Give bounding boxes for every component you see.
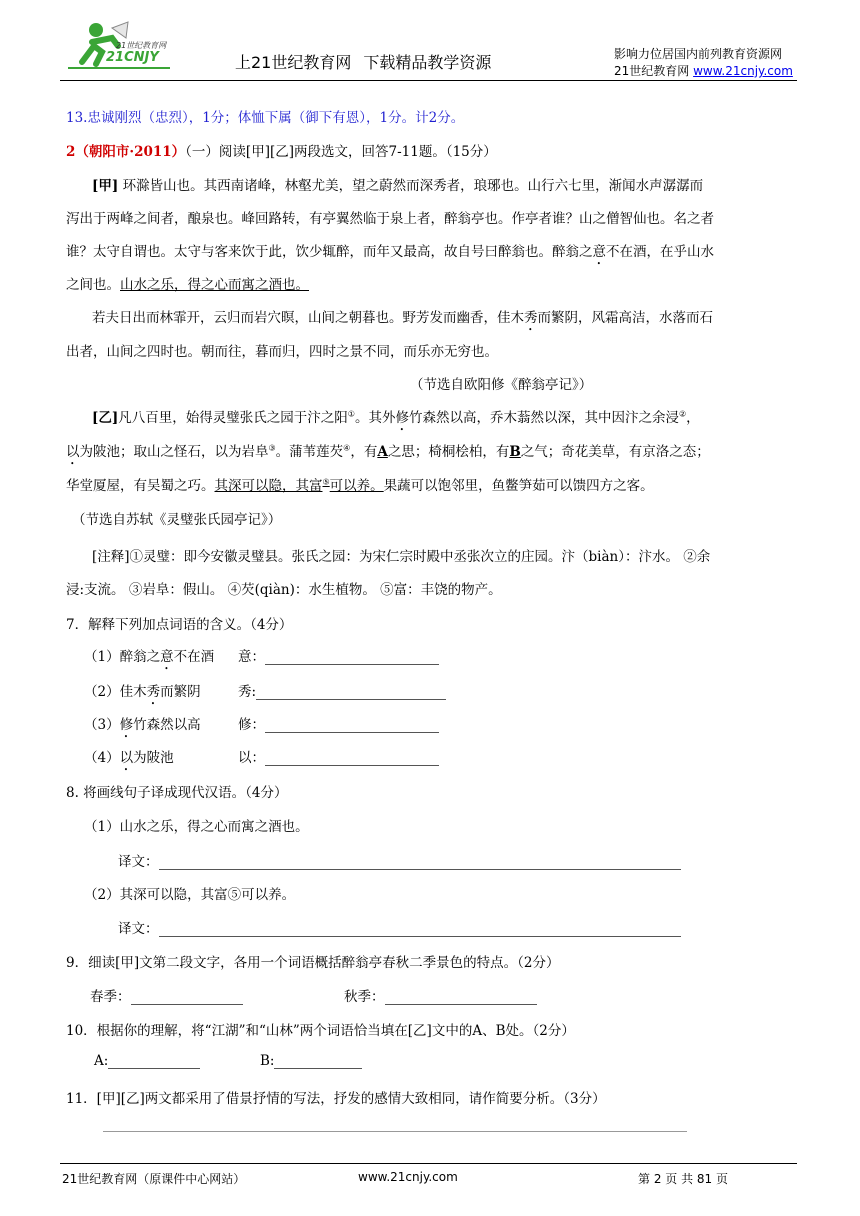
- header-site-link[interactable]: www.21cnjy.com: [693, 64, 793, 78]
- dotted-word: 修: [395, 410, 409, 426]
- item-text: （3）: [84, 717, 120, 733]
- item-text: 为陂池: [133, 750, 174, 766]
- footer-divider: [60, 1163, 797, 1164]
- item-text: （2）佳木: [84, 684, 147, 700]
- passage-text: 若夫日出而林霏开，云归而岩穴暝，山间之朝暮也。野芳发而幽香，佳木: [92, 310, 524, 326]
- item-text: 不在酒: [173, 649, 215, 665]
- dotted-word: 意: [592, 244, 606, 260]
- answer-label: 意：: [238, 649, 265, 665]
- q11-answer-line[interactable]: [103, 1131, 687, 1132]
- footnote-mark: ⑤: [322, 477, 330, 487]
- answer-label: 秀:: [238, 684, 257, 700]
- underlined-sentence: 可以养。: [329, 478, 384, 494]
- passage-text: 凡八百里，始得灵璧张氏之园于汴之阳: [118, 410, 348, 426]
- passage-text: 华堂厦屋，有吴蜀之巧。: [66, 478, 215, 494]
- logo-text-bottom: 21CNJY: [106, 50, 159, 65]
- passage-jia-line5: [92, 306, 713, 334]
- passage-yi-tag: [乙]: [92, 410, 119, 426]
- q8-item1-answer[interactable]: [118, 850, 681, 870]
- blank-B: B: [509, 444, 521, 460]
- dotted-word: 秀: [524, 310, 538, 326]
- q10-A-answer[interactable]: [94, 1053, 200, 1069]
- answer-label: 修：: [238, 717, 265, 733]
- passage-text: 不在酒，在乎山水: [606, 244, 714, 260]
- answer-blank[interactable]: [274, 1055, 362, 1069]
- item-text: （4）: [84, 750, 120, 766]
- passage-jia-line2: 泻出于两峰之间者，酿泉也。峰回路转，有亭翼然临于泉上者，醉翁亭也。作亭者谁？山之僧智仙也。名之者: [66, 211, 714, 227]
- passage-text: 。蒲苇莲芡: [275, 444, 344, 460]
- dotted-word: 意: [160, 649, 174, 665]
- q9-spring-answer[interactable]: [90, 985, 243, 1005]
- notes-line1: [注释]①灵璧：即今安徽灵璧县。张氏之园：为宋仁宗时殿中丞张次立的庄园。汴（biàn）：汴水。 ②余: [92, 549, 711, 565]
- answer-blank[interactable]: [131, 991, 243, 1005]
- footer-left: 21世纪教育网（原课件中心网站）: [62, 1172, 246, 1186]
- passage-jia-tag: [甲]: [92, 178, 119, 194]
- header-right-line1: 影响力位居国内前列教育资源网: [614, 47, 783, 61]
- q10-B-answer[interactable]: [260, 1053, 362, 1069]
- question-8: 8. 将画线句子译成现代汉语。（4分）: [66, 785, 288, 801]
- source-tag: 2（朝阳市·2011）: [66, 144, 186, 160]
- passage-jia-line6: 出者，山间之四时也。朝而往，暮而归，四时之景不同，而乐亦无穷也。: [66, 344, 498, 360]
- q9-autumn-answer[interactable]: [344, 985, 537, 1005]
- passage-yi-line2: [66, 440, 710, 468]
- section-instruction: （一）阅读[甲][乙]两段选文，回答7-11题。（15分）: [185, 144, 497, 160]
- footer-site-link[interactable]: www.21cnjy.com: [358, 1170, 458, 1184]
- q8-item2: （2）其深可以隐，其富⑤可以养。: [84, 887, 296, 903]
- footnote-mark: ③: [268, 443, 276, 453]
- answer-label: 译文：: [118, 854, 159, 870]
- answer-blank[interactable]: [385, 991, 537, 1005]
- answer-blank[interactable]: [256, 686, 446, 700]
- item-text: 而繁阴: [160, 684, 201, 700]
- notes-line2: 浸:支流。 ③岩阜：假山。 ④芡(qiàn)：水生植物。 ⑤富：丰饶的物产。: [66, 582, 502, 598]
- header-divider: [60, 80, 797, 81]
- header-right: [614, 46, 793, 80]
- header-site-name: 21世纪教育网: [614, 64, 694, 78]
- passage-yi-line3: [66, 474, 654, 494]
- passage-text: 。其外: [354, 410, 396, 426]
- q7-item1: [84, 645, 214, 673]
- q8-item1: （1）山水之乐，得之心而寓之酒也。: [84, 819, 309, 835]
- q7-item2: [84, 680, 201, 708]
- underlined-sentence: 山水之乐，得之心而寓之酒也。: [120, 277, 309, 293]
- answer-blank[interactable]: [108, 1055, 200, 1069]
- header-slogan-part1: 上21世纪教育网: [235, 53, 352, 72]
- answer-blank[interactable]: [265, 752, 439, 766]
- answer-blank[interactable]: [159, 923, 681, 937]
- answer-blank[interactable]: [265, 719, 439, 733]
- passage-text: 之气；奇花美草，有京洛之态；: [520, 444, 710, 460]
- q7-item3: [84, 713, 201, 741]
- passage-jia-line3: [66, 240, 714, 268]
- section-heading: [66, 140, 497, 160]
- answer-blank[interactable]: [159, 856, 681, 870]
- question-10: 10．根据你的理解，将“江湖”和“山林”两个词语恰当填在[乙]文中的A、B处。（2分）: [66, 1023, 575, 1039]
- question-7: 7．解释下列加点词语的含义。（4分）: [66, 617, 293, 633]
- q7-item4-answer[interactable]: [238, 746, 439, 766]
- answer-label: 春季：: [90, 989, 131, 1005]
- passage-text: ，有: [350, 444, 378, 460]
- passage-text: 环滁皆山也。其西南诸峰，林壑尤美，望之蔚然而深秀者，琅琊也。山行六七里，渐闻水声潺潺而: [122, 178, 704, 194]
- passage-text: 之间也。: [66, 277, 120, 293]
- header-slogan: [235, 50, 491, 73]
- blank-A: A: [377, 444, 388, 460]
- passage-text: 之思；椅桐桧柏，有: [387, 444, 510, 460]
- passage-jia-line4: [66, 273, 309, 293]
- dotted-word: 以: [66, 444, 80, 460]
- question-9: 9．细读[甲]文第二段文字，各用一个词语概括醉翁亭春秋二季景色的特点。（2分）: [66, 955, 560, 971]
- dotted-word: 以: [119, 750, 134, 766]
- header-right-line2: [614, 63, 793, 80]
- q7-item3-answer[interactable]: [238, 713, 439, 733]
- answer-label: 译文：: [118, 921, 159, 937]
- passage-text: 而繁阴，风霜高洁，水落而石: [537, 310, 713, 326]
- question-11: 11．[甲][乙]两文都采用了借景抒情的写法，抒发的感情大致相同，请作简要分析。（3分）: [66, 1091, 606, 1107]
- underlined-sentence: 其深可以隐，其富: [214, 478, 323, 494]
- passage-text: 竹森然以高，乔木蓊然以深，其中因汴之余浸: [408, 410, 679, 426]
- footer-page-number: 第 2 页 共 81 页: [638, 1172, 728, 1186]
- passage-text: 谁？太守自谓也。太守与客来饮于此，饮少辄醉，而年又最高，故自号曰醉翁也。醉翁之: [66, 244, 593, 260]
- answer-label: 以：: [238, 750, 265, 766]
- answer-label: B:: [260, 1053, 275, 1069]
- logo-text-top: 21世纪教育网: [116, 41, 167, 50]
- q7-item2-answer[interactable]: [238, 680, 446, 700]
- q7-item4: [84, 746, 174, 774]
- dotted-word: 秀: [146, 684, 161, 700]
- passage-yi-line1: [92, 406, 700, 434]
- footnote-mark: ④: [343, 443, 351, 453]
- q7-item1-answer[interactable]: [238, 645, 439, 665]
- header-slogan-part2: 下载精品教学资源: [363, 53, 492, 72]
- answer-label: A:: [94, 1053, 109, 1069]
- passage-text: 果蔬可以饱邻里，鱼鳖笋茹可以馈四方之客。: [383, 478, 654, 494]
- footnote-mark: ②: [678, 409, 687, 419]
- answer-blank[interactable]: [265, 651, 439, 665]
- item-text: （1）醉翁之: [84, 649, 161, 665]
- passage-text: 为陂池；取山之怪石，以为岩阜: [79, 444, 269, 460]
- answer-label: 秋季：: [344, 989, 385, 1005]
- item-text: 竹森然以高: [133, 717, 201, 733]
- answer-line-13: 13.忠诚刚烈（忠烈），1分；体恤下属（御下有恩），1分。计2分。: [66, 110, 465, 126]
- passage-jia-source: （节选自欧阳修《醉翁亭记》）: [410, 377, 593, 393]
- passage-jia-line1: [92, 174, 703, 194]
- dotted-word: 修: [119, 717, 134, 733]
- site-logo[interactable]: [66, 16, 176, 76]
- footnote-mark: ①: [347, 409, 355, 419]
- passage-yi-source: （节选自苏轼《灵璧张氏园亭记》）: [72, 512, 282, 528]
- q8-item2-answer[interactable]: [118, 917, 681, 937]
- passage-text: ，: [686, 410, 700, 426]
